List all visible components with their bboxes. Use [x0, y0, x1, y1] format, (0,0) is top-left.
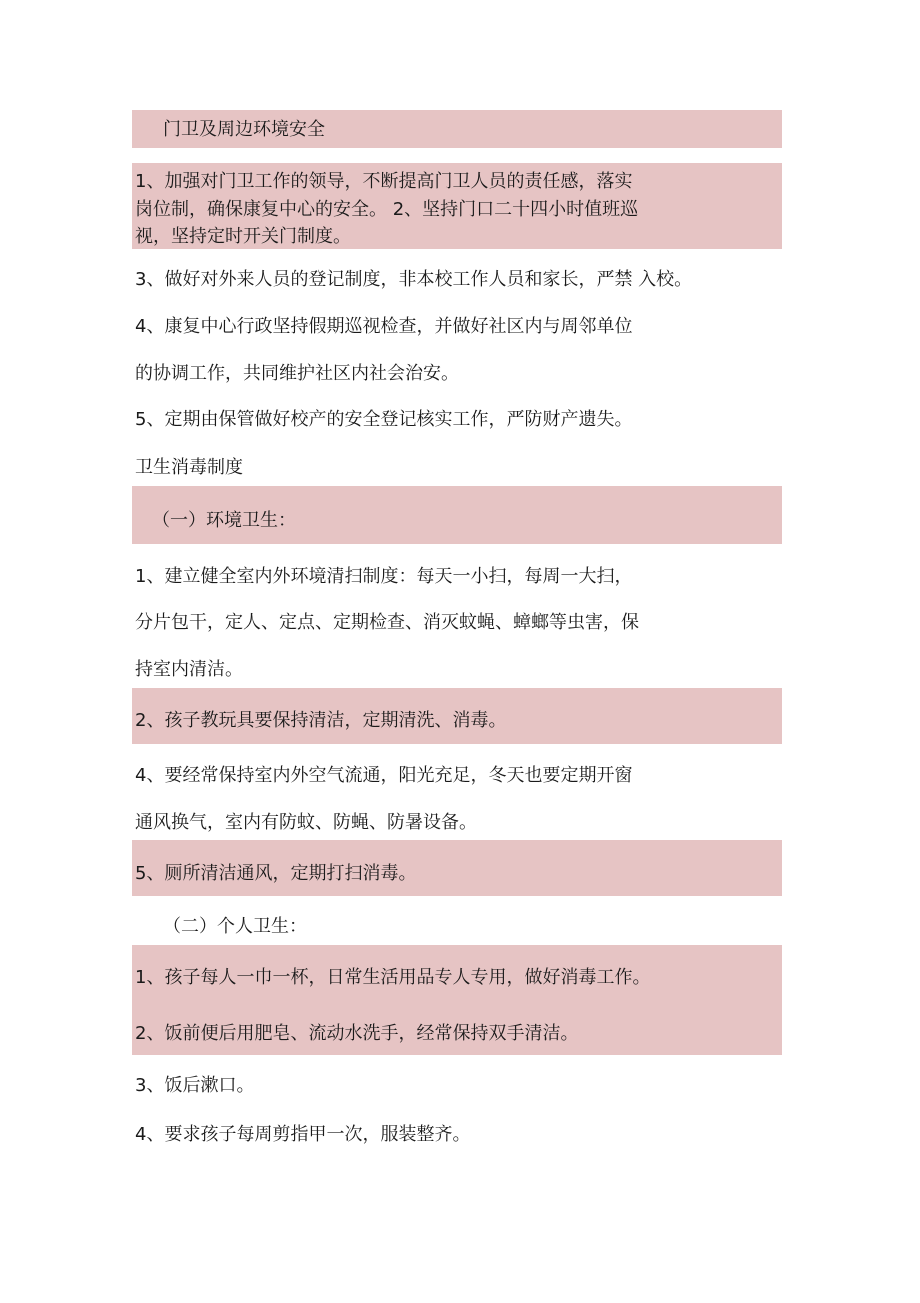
section-title: 门卫及周边环境安全 [163, 119, 325, 140]
paragraph-line: 视，坚持定时开关门制度。 [135, 226, 351, 247]
subsection-title: （二）个人卫生： [163, 916, 307, 937]
subsection-title: （一）环境卫生： [152, 510, 296, 531]
paragraph-line: 1、建立健全室内外环境清扫制度：每天一小扫，每周一大扫， [135, 566, 633, 587]
paragraph-line: 持室内清洁。 [135, 659, 243, 680]
paragraph-line: 4、要求孩子每周剪指甲一次，服装整齐。 [135, 1124, 471, 1145]
paragraph-line: 2、孩子教玩具要保持清洁，定期清洗、消毒。 [135, 710, 507, 731]
paragraph-line: 5、定期由保管做好校产的安全登记核实工作，严防财产遗失。 [135, 409, 633, 430]
paragraph-line: 的协调工作，共同维护社区内社会治安。 [135, 363, 459, 384]
paragraph-line: 3、饭后漱口。 [135, 1075, 255, 1096]
paragraph-line: 3、做好对外来人员的登记制度，非本校工作人员和家长，严禁 入校。 [135, 269, 693, 290]
paragraph-line: 1、加强对门卫工作的领导，不断提高门卫人员的责任感，落实 [135, 171, 633, 192]
paragraph-line: 岗位制，确保康复中心的安全。 2、坚持门口二十四小时值班巡 [135, 199, 639, 220]
paragraph-line: 4、要经常保持室内外空气流通，阳光充足，冬天也要定期开窗 [135, 765, 633, 786]
section-title: 卫生消毒制度 [135, 457, 243, 478]
paragraph-line: 5、厕所清洁通风，定期打扫消毒。 [135, 863, 417, 884]
paragraph-line: 2、饭前便后用肥皂、流动水洗手，经常保持双手清洁。 [135, 1023, 579, 1044]
paragraph-line: 1、孩子每人一巾一杯，日常生活用品专人专用，做好消毒工作。 [135, 967, 651, 988]
paragraph-line: 4、康复中心行政坚持假期巡视检查，并做好社区内与周邻单位 [135, 316, 633, 337]
paragraph-line: 分片包干，定人、定点、定期检查、消灭蚊蝇、蟑螂等虫害，保 [135, 612, 639, 633]
paragraph-line: 通风换气，室内有防蚊、防蝇、防暑设备。 [135, 812, 477, 833]
